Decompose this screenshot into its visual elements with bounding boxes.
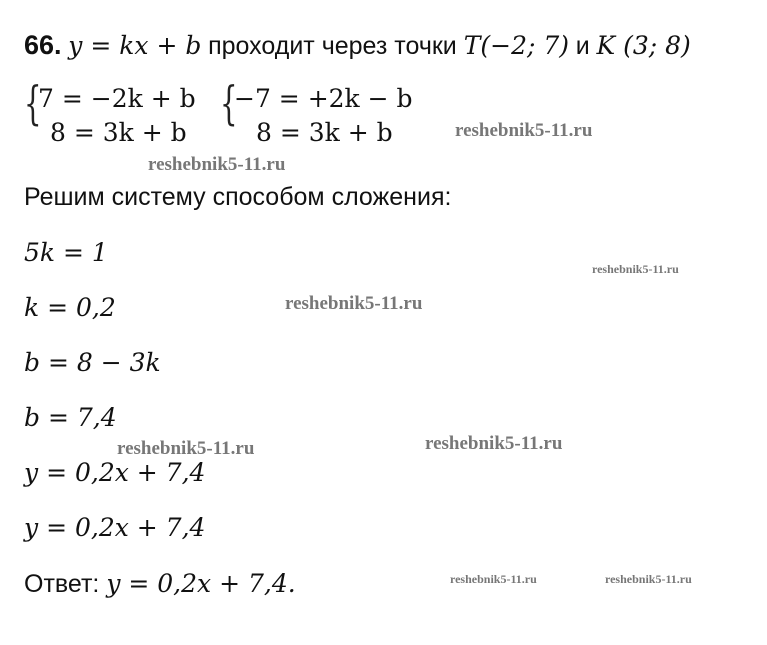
problem-text: проходит через точки (208, 32, 464, 60)
system-1-eq-2: 8 = 3k + b (50, 118, 187, 147)
point-k: K (3; 8) (596, 31, 691, 60)
point-t: T(−2; 7) (463, 31, 570, 60)
watermark: reshebnik5-11.ru (148, 154, 286, 175)
step-1: 5k = 1 (24, 238, 108, 267)
system-1 (24, 76, 224, 154)
step-3: b = 8 − 3k (24, 348, 161, 377)
answer-line (24, 570, 296, 597)
step-2: k = 0,2 (24, 293, 116, 322)
step-6: y = 0,2x + 7,4 (24, 513, 206, 542)
watermark: reshebnik5-11.ru (117, 438, 255, 459)
step-4: b = 7,4 (24, 403, 117, 432)
watermark: reshebnik5-11.ru (285, 293, 423, 314)
conjunction: и (575, 32, 590, 60)
system-1-eq-1: 7 = −2k + b (38, 84, 196, 113)
answer-label: Ответ: (24, 570, 107, 598)
method-text: Решим систему способом сложения: (24, 183, 452, 211)
system-2 (220, 76, 450, 154)
watermark: reshebnik5-11.ru (450, 572, 537, 586)
problem-header (24, 32, 691, 59)
watermark: reshebnik5-11.ru (455, 120, 593, 141)
brace-icon: { (220, 76, 238, 130)
problem-number: 66. (24, 30, 62, 60)
problem-equation: y = kx + b (68, 31, 202, 60)
system-2-eq-2: 8 = 3k + b (256, 118, 393, 147)
watermark: reshebnik5-11.ru (425, 433, 563, 454)
system-2-eq-1: −7 = +2k − b (234, 84, 413, 113)
watermark: reshebnik5-11.ru (605, 572, 692, 586)
watermark: reshebnik5-11.ru (592, 262, 679, 276)
answer-value: y = 0,2x + 7,4. (106, 569, 296, 598)
brace-icon: { (24, 76, 42, 130)
step-5: y = 0,2x + 7,4 (24, 458, 206, 487)
